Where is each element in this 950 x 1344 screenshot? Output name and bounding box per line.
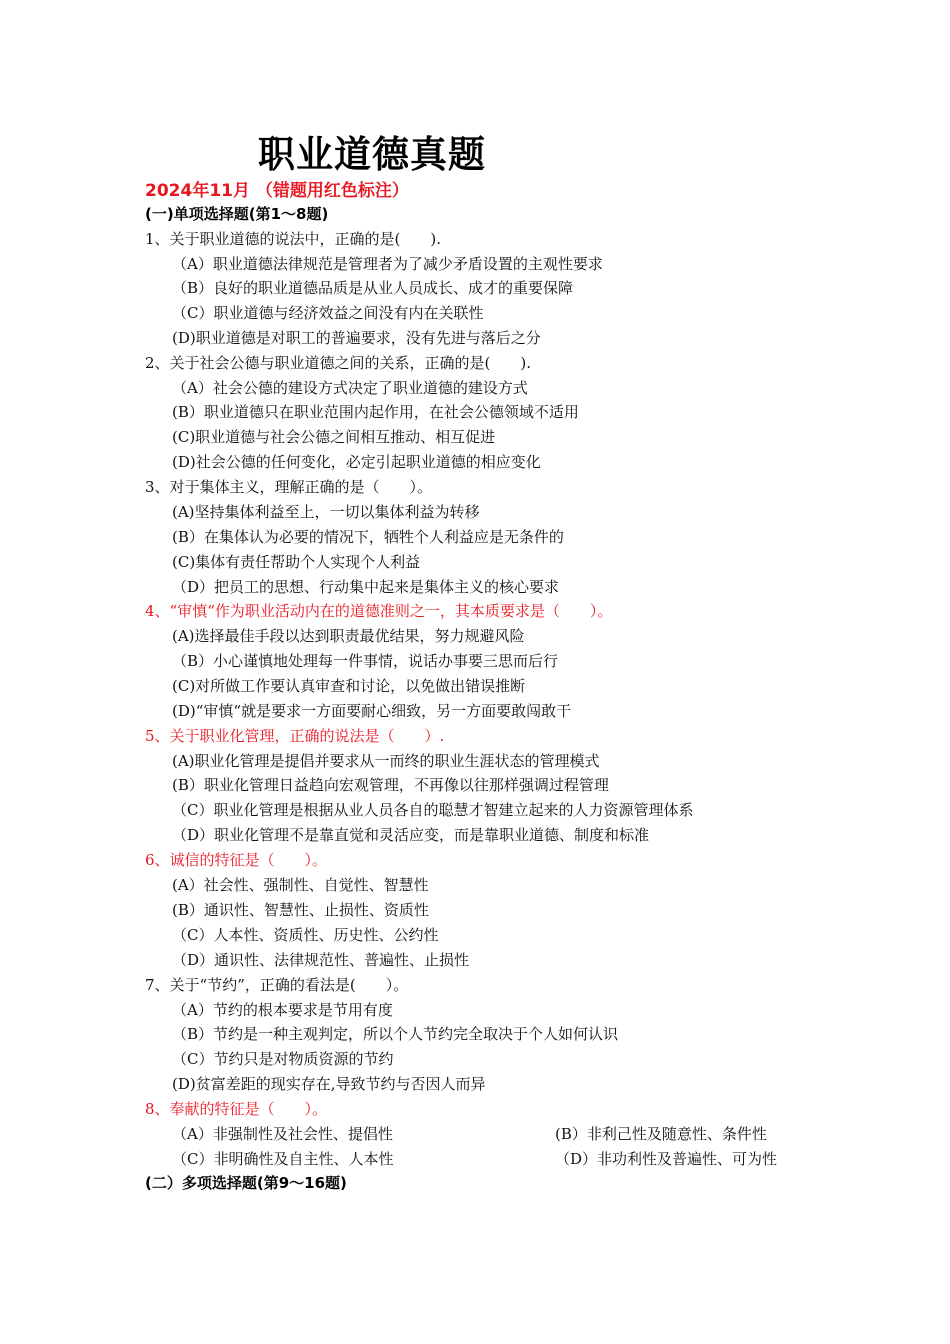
option-7a: （A）节约的根本要求是节用有度 bbox=[172, 1001, 393, 1019]
option-3c: (C)集体有责任帮助个人实现个人利益 bbox=[172, 553, 421, 571]
option-8d: （D）非功利性及普遍性、可为性 bbox=[555, 1150, 778, 1168]
question-8: 8、奉献的特征是（ ）。 bbox=[145, 1100, 328, 1118]
option-6d: （D）通识性、法律规范性、普遍性、止损性 bbox=[172, 951, 470, 969]
question-6: 6、诚信的特征是（ ）。 bbox=[145, 851, 328, 869]
option-2a: （A）社会公德的建设方式决定了职业道德的建设方式 bbox=[172, 379, 528, 397]
question-2: 2、关于社会公德与职业道德之间的关系，正确的是( ). bbox=[145, 354, 532, 372]
option-7d: (D)贫富差距的现实存在,导致节约与否因人而异 bbox=[172, 1075, 486, 1093]
section-heading-single-choice: (一)单项选择题(第1～8题) bbox=[145, 205, 329, 223]
question-4: 4、“审慎“作为职业活动内在的道德准则之一，其本质要求是（ ）。 bbox=[145, 602, 613, 620]
option-1c: （C）职业道德与经济效益之间没有内在关联性 bbox=[172, 304, 484, 322]
page-title: 职业道德真题 bbox=[258, 133, 486, 176]
question-5: 5、关于职业化管理，正确的说法是（ ）. bbox=[145, 727, 445, 745]
option-5a: (A)职业化管理是提倡并要求从一而终的职业生涯状态的管理模式 bbox=[172, 752, 600, 770]
option-5d: （D）职业化管理不是靠直觉和灵活应变，而是靠职业道德、制度和标准 bbox=[172, 826, 650, 844]
option-3b: (B）在集体认为必要的情况下，牺牲个人利益应是无条件的 bbox=[172, 528, 564, 546]
option-8b: (B）非利己性及随意性、条件性 bbox=[555, 1125, 767, 1143]
option-6c: （C）人本性、资质性、历史性、公约性 bbox=[172, 926, 439, 944]
option-3d: （D）把员工的思想、行动集中起来是集体主义的核心要求 bbox=[172, 578, 560, 596]
option-4d: (D)“审慎“就是要求一方面要耐心细致，另一方面要敢闯敢干 bbox=[172, 702, 572, 720]
section-heading-multiple-choice: (二）多项选择题(第9～16题) bbox=[145, 1174, 347, 1192]
option-7c: （C）节约只是对物质资源的节约 bbox=[172, 1050, 394, 1068]
option-5c: （C）职业化管理是根据从业人员各自的聪慧才智建立起来的人力资源管理体系 bbox=[172, 801, 694, 819]
option-4c: (C)对所做工作要认真审查和讨论，以免做出错误推断 bbox=[172, 677, 526, 695]
option-5b: (B）职业化管理日益趋向宏观管理，不再像以往那样强调过程管理 bbox=[172, 776, 609, 794]
option-2b: (B）职业道德只在职业范围内起作用，在社会公德领域不适用 bbox=[172, 403, 579, 421]
option-6b: (B）通识性、智慧性、止损性、资质性 bbox=[172, 901, 429, 919]
page-subtitle: 2024年11月 （错题用红色标注） bbox=[145, 181, 409, 201]
option-3a: (A)坚持集体利益至上，一切以集体利益为转移 bbox=[172, 503, 480, 521]
option-6a: (A）社会性、强制性、自觉性、智慧性 bbox=[172, 876, 429, 894]
option-8a: （A）非强制性及社会性、提倡性 bbox=[172, 1125, 393, 1143]
option-2c: (C)职业道德与社会公德之间相互推动、相互促进 bbox=[172, 428, 496, 446]
option-1a: （A）职业道德法律规范是管理者为了减少矛盾设置的主观性要求 bbox=[172, 255, 603, 273]
option-1d: (D)职业道德是对职工的普遍要求，没有先进与落后之分 bbox=[172, 329, 541, 347]
option-8c: （C）非明确性及自主性、人本性 bbox=[172, 1150, 394, 1168]
question-7: 7、关于“节约”，正确的看法是( ）。 bbox=[145, 976, 409, 994]
question-1: 1、关于职业道德的说法中，正确的是( ). bbox=[145, 230, 442, 248]
option-1b: （B）良好的职业道德品质是从业人员成长、成才的重要保障 bbox=[172, 279, 574, 297]
option-4a: (A)选择最佳手段以达到职责最优结果，努力规避风险 bbox=[172, 627, 525, 645]
option-2d: (D)社会公德的任何变化，必定引起职业道德的相应变化 bbox=[172, 453, 541, 471]
option-7b: （B）节约是一种主观判定，所以个人节约完全取决于个人如何认识 bbox=[172, 1025, 619, 1043]
option-4b: （B）小心谨慎地处理每一件事情，说话办事要三思而后行 bbox=[172, 652, 559, 670]
question-3: 3、对于集体主义，理解正确的是（ ）。 bbox=[145, 478, 433, 496]
